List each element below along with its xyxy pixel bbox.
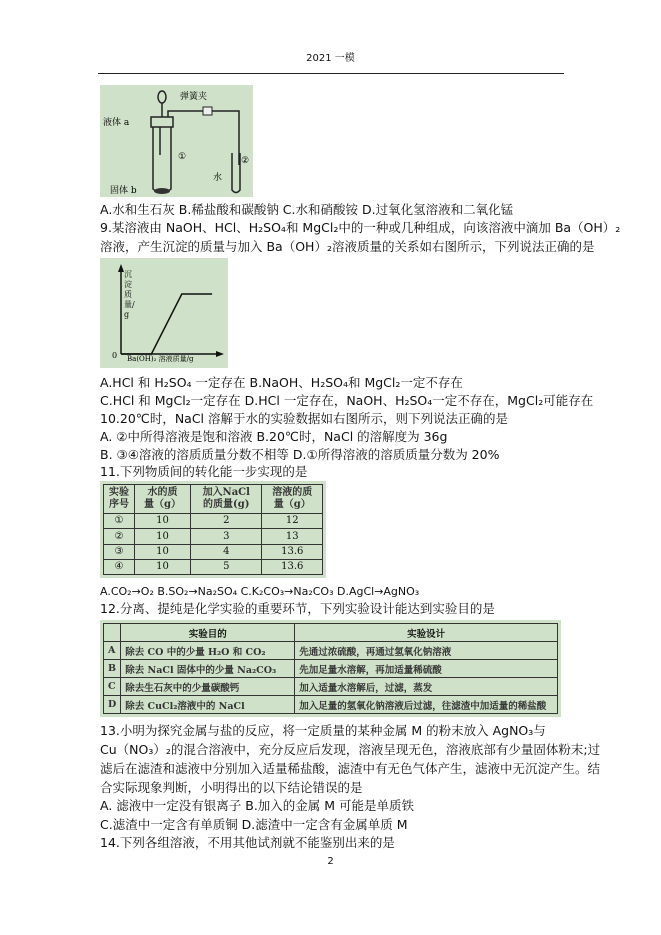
table-cell: ① [104,514,135,529]
table-header-row [104,485,323,514]
table-header-cell [104,624,121,642]
table-header-cell: 溶液的质 量（g） [262,485,323,514]
table-cell: 5 [191,559,262,574]
table-cell: ③ [104,544,135,559]
experiment-design-table [100,620,561,717]
table-row [104,642,558,660]
table-cell: A [104,642,121,660]
table-cell: 除去 CuCl₂溶液中的 NaCl [121,696,295,714]
table-cell: 3 [191,529,262,544]
nacl-data-table [100,481,326,578]
chart-origin-label: 0 [112,351,118,360]
precipitate-chart [100,258,228,368]
table-cell: C [104,678,121,696]
q9-line-2: 溶液，产生沉淀的质量与加入 Ba（OH）₂溶液质量的关系如右图所示，下列说法正确的是 [100,239,595,254]
q13-line-4: 合实际现象判断，小明得出的以下结论错误的是 [100,780,363,795]
table-row [104,544,323,559]
chart-ylabel: 沉淀质量/g [124,270,135,319]
fig1-label-clamp: 弹簧夹 [180,92,208,102]
fig1-label-tube2: ② [241,156,250,166]
q14-stem: 14.下列各组溶液，不用其他试剂就不能鉴别出来的是 [100,835,395,850]
table-cell: B [104,660,121,678]
fig1-label-water: 水 [213,173,223,183]
table-cell: 除去 CO 中的少量 H₂O 和 CO₂ [121,642,295,660]
table-row [104,696,558,714]
table-cell: 先通过浓硫酸，再通过氢氧化钠溶液 [295,642,558,660]
table-row [104,529,323,544]
q9-options-1: A.HCl 和 H₂SO₄ 一定存在 B.NaOH、H₂SO₄和 MgCl₂一定不存在 [100,375,463,390]
table-header-cell: 实验 序号 [104,485,135,514]
table-row [104,559,323,574]
q12-stem: 12.分离、提纯是化学实验的重要环节，下列实验设计能达到实验目的是 [100,601,495,616]
table-cell: 13 [262,529,323,544]
table-cell: 除去生石灰中的少量碳酸钙 [121,678,295,696]
table-header-cell: 加入NaCl 的质量(g) [191,485,262,514]
table-row [104,660,558,678]
table-cell: ④ [104,559,135,574]
q11-stem: 11.下列物质间的转化能一步实现的是 [100,464,308,479]
q13-options-2: C.滤渣中一定含有单质铜 D.滤渣中一定含有金属单质 M [100,817,408,832]
q10-options-1: A. ②中所得溶液是饱和溶液 B.20℃时，NaCl 的溶解度为 36g [100,429,448,444]
header-rule [98,73,564,74]
table-cell: 13.6 [262,544,323,559]
table-header-cell: 实验目的 [121,624,295,642]
fig1-label-liquid: 液体 a [103,118,130,128]
q13-line-1: 13.小明为探究金属与盐的反应，将一定质量的某种金属 M 的粉末放入 AgNO₃与 [100,723,546,738]
table-cell: 4 [191,544,262,559]
q9-line-1: 9.某溶液由 NaOH、HCl、H₂SO₄和 MgCl₂中的一种或几种组成，向该溶液中滴加 Ba（OH）₂ [100,220,621,235]
apparatus-figure [100,85,253,197]
table-header-row [104,624,558,642]
table-cell: 12 [262,514,323,529]
page-number: 2 [327,856,334,867]
table-cell: D [104,696,121,714]
table-header-cell: 实验设计 [295,624,558,642]
page-header: 2021 一模 [306,53,355,64]
chart-xlabel: Ba(OH)₂ 溶液质量/g [127,355,194,363]
table-cell: 10 [134,559,190,574]
table-cell: 10 [134,514,190,529]
q13-line-2: Cu（NO₃）₂的混合溶液中，充分反应后发现，溶液呈现无色，溶液底部有少量固体粉末;过 [100,742,601,757]
q10-options-2: B. ③④溶液的溶质质量分数不相等 D.①所得溶液的溶质质量分数为 20% [100,447,500,462]
q9-options-2: C.HCl 和 MgCl₂一定存在 D.HCl 一定存在，NaOH、H₂SO₄一定不存在，MgCl₂可能存在 [100,393,594,408]
table-cell: 先加足量水溶解，再加适量稀硫酸 [295,660,558,678]
fig1-label-tube1: ① [178,152,187,162]
table-row [104,514,323,529]
q13-line-3: 滤后在滤渣和滤液中分别加入适量稀盐酸，滤渣中有无色气体产生，滤液中无沉淀产生。结 [100,761,601,776]
fig1-label-solid: 固体 b [110,186,137,196]
q11-options: A.CO₂→O₂ B.SO₂→Na₂SO₄ C.K₂CO₃→Na₂CO₃ D.AgCl→AgNO₃ [100,585,420,598]
table-cell: 加入适量水溶解后，过滤，蒸发 [295,678,558,696]
table-cell: 10 [134,544,190,559]
q8-options: A.水和生石灰 B.稀盐酸和碳酸钠 C.水和硝酸铵 D.过氧化氢溶液和二氧化锰 [100,202,514,217]
table-header-cell: 水的质 量（g） [134,485,190,514]
q13-options-1: A. 滤液中一定没有银离子 B.加入的金属 M 可能是单质铁 [100,798,415,813]
table-cell: 10 [134,529,190,544]
table-cell: 除去 NaCl 固体中的少量 Na₂CO₃ [121,660,295,678]
table-cell: 13.6 [262,559,323,574]
table-cell: ② [104,529,135,544]
q10-stem: 10.20℃时，NaCl 溶解于水的实验数据如右图所示，则下列说法正确的是 [100,411,509,426]
table-cell: 加入足量的氢氧化钠溶液后过滤，往滤渣中加适量的稀盐酸 [295,696,558,714]
table-row [104,678,558,696]
table-cell: 2 [191,514,262,529]
